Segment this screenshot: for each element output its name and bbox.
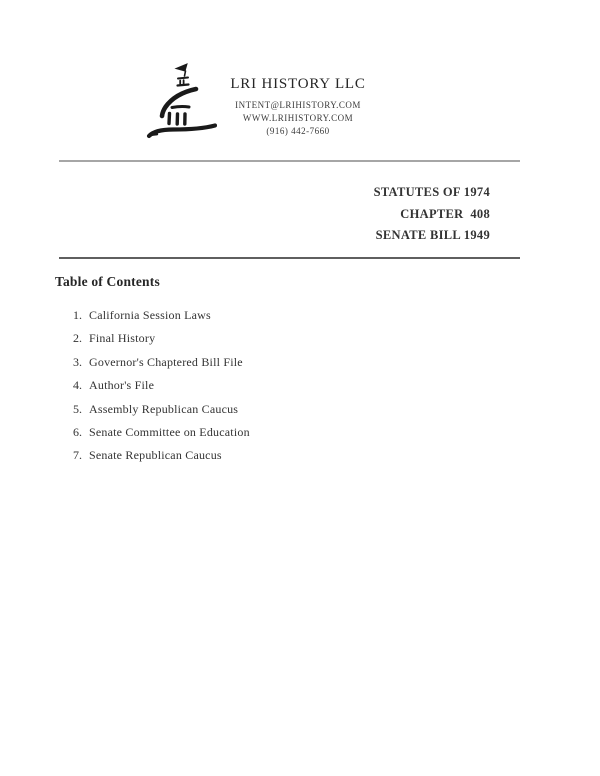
toc-item: [70, 308, 500, 331]
toc-item-label: Author's File: [89, 378, 155, 393]
toc-item-label: Final History: [89, 331, 156, 346]
toc-item: [70, 402, 500, 425]
toc-item-number: 5.: [73, 401, 82, 416]
toc-item-number: 1.: [73, 308, 82, 322]
statutes-year-line: STATUTES OF 1974: [373, 185, 490, 199]
senate-bill-line: SENATE BILL 1949: [375, 228, 490, 242]
chapter-line: CHAPTER 408: [400, 206, 490, 221]
company-name: LRI HISTORY LLC: [230, 76, 366, 92]
toc-item: [70, 448, 500, 471]
toc-item: [70, 425, 500, 448]
toc-item-label: California Session Laws: [89, 308, 211, 322]
toc-item-number: 3.: [73, 354, 82, 369]
toc-item-label: Senate Republican Caucus: [89, 448, 222, 463]
company-website: WWW.LRIHISTORY.COM: [242, 113, 354, 123]
toc-item-label: Assembly Republican Caucus: [89, 401, 239, 416]
statute-reference-block: [374, 182, 490, 247]
toc-list: [70, 308, 500, 472]
company-email: INTENT@LRIHISTORY.COM: [235, 100, 361, 110]
toc-item-number: 7.: [73, 448, 82, 463]
toc-heading: Table of Contents: [55, 274, 160, 289]
toc-item: [70, 378, 500, 401]
toc-item-label: Senate Committee on Education: [89, 424, 250, 439]
toc-item-label: Governor's Chaptered Bill File: [89, 354, 243, 369]
bottom-divider-rule: [59, 257, 520, 259]
company-phone: (916) 442-7660: [266, 126, 330, 136]
toc-item-number: 2.: [73, 331, 82, 346]
toc-item-number: 6.: [73, 424, 82, 439]
top-divider-rule: [59, 160, 520, 162]
toc-item: [70, 331, 500, 354]
toc-item: [70, 355, 500, 378]
toc-item-number: 4.: [73, 378, 82, 393]
letterhead: [148, 76, 448, 138]
